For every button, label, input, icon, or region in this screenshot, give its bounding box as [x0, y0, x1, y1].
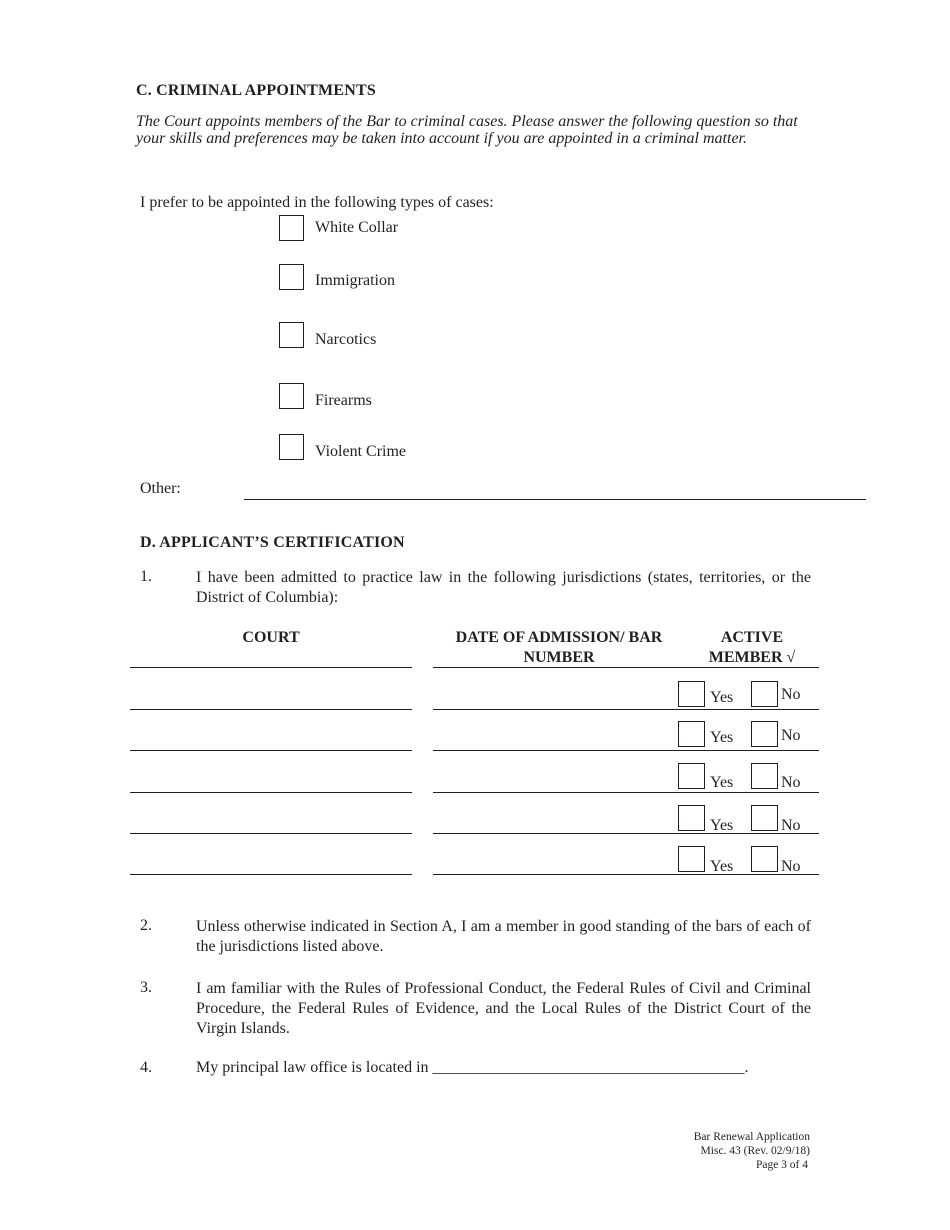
other-input-line[interactable]: [244, 499, 866, 500]
checkbox-narcotics[interactable]: [279, 322, 304, 348]
court-line-4[interactable]: [130, 833, 412, 834]
no-checkbox-1[interactable]: [751, 681, 778, 707]
court-line-1[interactable]: [130, 709, 412, 710]
item-4-text: My principal law office is located in _______________________________________.: [196, 1059, 749, 1076]
checkbox-white-collar[interactable]: [279, 215, 304, 241]
item-3-number: 3.: [140, 979, 152, 996]
court-line-3[interactable]: [130, 792, 412, 793]
column-header-court: COURT: [242, 629, 300, 646]
footer: [610, 1130, 810, 1172]
yes-checkbox-4[interactable]: [678, 805, 705, 831]
yes-checkbox-5[interactable]: [678, 846, 705, 872]
date-line-2[interactable]: [433, 750, 678, 751]
checkbox-immigration[interactable]: [279, 264, 304, 290]
label-immigration: Immigration: [315, 272, 395, 289]
header-underline-court: [130, 667, 412, 668]
no-checkbox-2[interactable]: [751, 721, 778, 747]
court-line-2[interactable]: [130, 750, 412, 751]
yes-label-2: Yes: [710, 729, 734, 746]
yes-checkbox-2[interactable]: [678, 721, 705, 747]
column-header-date-admission: DATE OF ADMISSION/ BAR NUMBER: [455, 629, 663, 666]
section-c-intro: The Court appoints members of the Bar to criminal cases. Please answer the following question so that your skills and preferences may be taken into account if you are appointed in a criminal matter.: [136, 113, 798, 147]
no-label-4: No: [781, 817, 801, 834]
active-line-3: [678, 792, 819, 793]
item-1-number: 1.: [140, 568, 152, 585]
yes-checkbox-3[interactable]: [678, 763, 705, 789]
date-line-3[interactable]: [433, 792, 678, 793]
header-underline-date-active: [433, 667, 819, 668]
date-line-4[interactable]: [433, 833, 678, 834]
section-d-heading: D. APPLICANT’S CERTIFICATION: [140, 534, 405, 551]
yes-label-1: Yes: [710, 689, 734, 706]
date-line-5[interactable]: [433, 874, 678, 875]
item-1-text: I have been admitted to practice law in the following jurisdictions (states, territories, or the District of Columbia):: [196, 569, 811, 606]
item-2-text: Unless otherwise indicated in Section A, I am a member in good standing of the bars of each of the jurisdictions listed above.: [196, 918, 811, 955]
checkbox-violent-crime[interactable]: [279, 434, 304, 460]
active-line-2: [678, 750, 819, 751]
footer-line-3: Page 3 of 4: [755, 1159, 808, 1171]
other-label: Other:: [140, 480, 181, 497]
no-label-2: No: [781, 727, 801, 744]
no-label-3: No: [781, 774, 801, 791]
yes-label-3: Yes: [710, 774, 734, 791]
no-label-1: No: [781, 686, 801, 703]
active-line-1: [678, 709, 819, 710]
no-checkbox-3[interactable]: [751, 763, 778, 789]
case-type-prompt: I prefer to be appointed in the following types of cases:: [140, 194, 494, 211]
footer-line-1: Bar Renewal Application: [693, 1131, 810, 1143]
section-c-heading: C. CRIMINAL APPOINTMENTS: [136, 82, 376, 99]
yes-label-4: Yes: [710, 817, 734, 834]
yes-checkbox-1[interactable]: [678, 681, 705, 707]
label-white-collar: White Collar: [315, 219, 399, 236]
no-checkbox-4[interactable]: [751, 805, 778, 831]
yes-label-5: Yes: [710, 858, 734, 875]
item-4-number: 4.: [140, 1059, 152, 1076]
item-3-text: I am familiar with the Rules of Professional Conduct, the Federal Rules of Civil and Criminal Procedure, the Federal Rules of Evidence, and the Local Rules of the District Court of the Virgin Islands.: [196, 980, 811, 1037]
court-line-5[interactable]: [130, 874, 412, 875]
column-header-active-member: ACTIVE MEMBER √: [708, 629, 796, 666]
label-narcotics: Narcotics: [315, 331, 377, 348]
item-2-number: 2.: [140, 917, 152, 934]
label-violent-crime: Violent Crime: [315, 443, 407, 460]
date-line-1[interactable]: [433, 709, 678, 710]
checkbox-firearms[interactable]: [279, 383, 304, 409]
no-label-5: No: [781, 858, 801, 875]
footer-line-2: Misc. 43 (Rev. 02/9/18): [700, 1145, 810, 1157]
no-checkbox-5[interactable]: [751, 846, 778, 872]
label-firearms: Firearms: [315, 392, 372, 409]
